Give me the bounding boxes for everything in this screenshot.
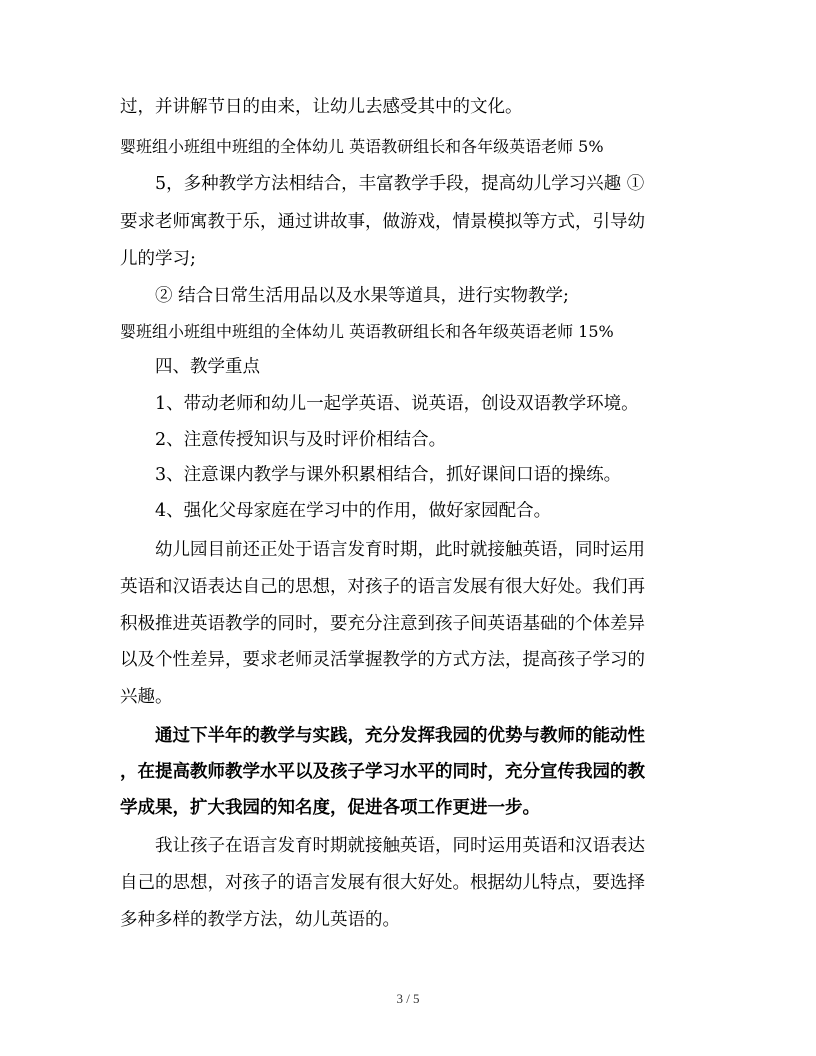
paragraph-line: 要求老师寓教于乐，通过讲故事，做游戏，情景模拟等方式，引导幼 <box>120 212 645 232</box>
paragraph-line: 幼儿园目前还正处于语言发育时期，此时就接触英语，同时运用 <box>155 540 645 560</box>
paragraph-line: 过，并讲解节日的由来，让幼儿去感受其中的文化。 <box>120 97 523 117</box>
paragraph-line: 英语和汉语表达自己的思想，对孩子的语言发展有很大好处。我们再 <box>120 577 645 597</box>
list-item: 3、注意课内教学与课外积累相结合，抓好课间口语的操练。 <box>155 465 622 485</box>
paragraph-line: 5，多种教学方法相结合，丰富教学手段，提高幼儿学习兴趣 ① <box>155 174 645 194</box>
section-heading: 四、教学重点 <box>155 357 260 377</box>
paragraph-line: 兴趣。 <box>120 687 173 707</box>
page-number: 3 / 5 <box>396 991 420 1006</box>
list-item: 1、带动老师和幼儿一起学英语、说英语，创设双语教学环境。 <box>155 394 639 414</box>
paragraph-line: 儿的学习; <box>120 249 196 269</box>
paragraph-line: ② 结合日常生活用品以及水果等道具，进行实物教学; <box>155 286 569 306</box>
paragraph-line: 多种多样的教学方法，幼儿英语的。 <box>120 910 400 930</box>
paragraph-line: 积极推进英语教学的同时，要充分注意到孩子间英语基础的个体差异 <box>120 614 645 634</box>
bold-paragraph-line: 学成果，扩大我园的知名度，促进各项工作更进一步。 <box>120 798 540 818</box>
bold-paragraph-line: ，在提高教师教学水平以及孩子学习水平的同时，充分宣传我园的教 <box>120 762 645 782</box>
list-item: 4、强化父母家庭在学习中的作用，做好家园配合。 <box>155 501 552 521</box>
paragraph-line: 自己的思想，对孩子的语言发展有很大好处。根据幼儿特点，要选择 <box>120 873 645 893</box>
list-item: 2、注意传授知识与及时评价相结合。 <box>155 430 447 450</box>
table-row-line: 婴班组小班组中班组的全体幼儿 英语教研组长和各年级英语老师 5% <box>120 137 604 156</box>
bold-paragraph-line: 通过下半年的教学与实践，充分发挥我园的优势与教师的能动性 <box>155 726 645 746</box>
paragraph-line: 我让孩子在语言发育时期就接触英语，同时运用英语和汉语表达 <box>155 836 645 856</box>
table-row-line: 婴班组小班组中班组的全体幼儿 英语教研组长和各年级英语老师 15% <box>120 322 614 341</box>
paragraph-line: 以及个性差异，要求老师灵活掌握教学的方式方法，提高孩子学习的 <box>120 650 645 670</box>
